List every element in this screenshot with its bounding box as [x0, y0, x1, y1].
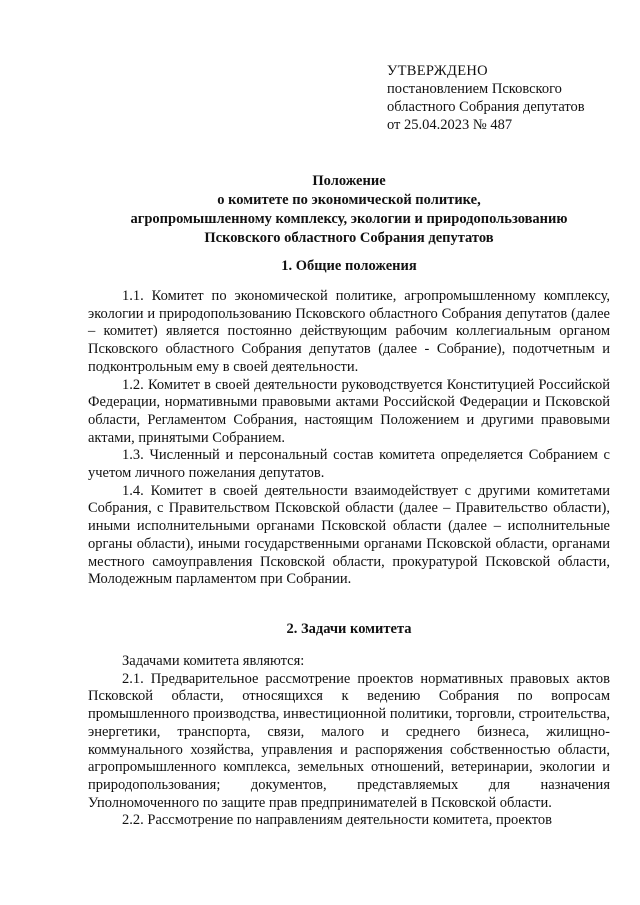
title-line: о комитете по экономической политике, [217, 192, 481, 208]
section-heading: 1. Общие положения [281, 258, 417, 274]
section-body [88, 653, 610, 830]
approval-line: от 25.04.2023 № 487 [387, 117, 513, 133]
section-body [88, 288, 610, 589]
paragraph: 1.1. Комитет по экономической политике, агропромышленному комплексу, экологии и природопользованию Псковского областного Собрания депутатов (далее – комитет) является постоянно действующим рабочим коллегиальным органом Псковского областного Собрания депутатов (далее - Собрание), подотчетным и подконтрольным ему в своей деятельности. [88, 288, 610, 375]
title-line: агропромышленному комплексу, экологии и природопользованию [130, 211, 568, 227]
title-line: Положение [312, 173, 386, 189]
approval-stamp [387, 62, 585, 134]
document-title [60, 172, 638, 248]
title-line: Псковского областного Собрания депутатов [204, 230, 494, 246]
paragraph: 2.1. Предварительное рассмотрение проектов нормативных правовых актов Псковской области, относящихся к ведению Собрания по вопросам промышленного производства, инвестиционной политики, торговли, строительства, энергетики, транспорта, связи, малого и среднего бизнеса, жилищно-коммунального хозяйства, управления и распоряжения собственностью области, агропромышленного комплекса, земельных отношений, ветеринарии, экологии и природопользования; документов, представляемых для назначения Уполномоченного по защите прав предпринимателей в Псковской области. [88, 670, 610, 811]
approval-line: областного Собрания депутатов [387, 99, 585, 115]
paragraph: 1.3. Численный и персональный состав комитета определяется Собранием с учетом личного пожелания депутатов. [88, 447, 610, 482]
section-heading: 2. Задачи комитета [286, 621, 412, 637]
approval-line: постановлением Псковского [387, 81, 562, 97]
approval-heading: УТВЕРЖДЕНО [387, 63, 488, 79]
paragraph: Задачами комитета являются: [122, 653, 305, 669]
paragraph: 1.4. Комитет в своей деятельности взаимодействует с другими комитетами Собрания, с Правительством Псковской области (далее – Правительство области), иными исполнительными органами Псковской области (далее – исполнительные органы области), иными государственными органами Псковской области, органами местного самоуправления Псковской области, прокуратурой Псковской области, Молодежным парламентом при Собрании. [88, 482, 610, 588]
paragraph: 1.2. Комитет в своей деятельности руководствуется Конституцией Российской Федерации, нормативными правовыми актами Российской Федерации и Псковской области, Регламентом Собрания, настоящим Положением и другими правовыми актами, принятыми Собранием. [88, 376, 610, 446]
paragraph: 2.2. Рассмотрение по направлениям деятельности комитета, проектов [122, 812, 552, 829]
